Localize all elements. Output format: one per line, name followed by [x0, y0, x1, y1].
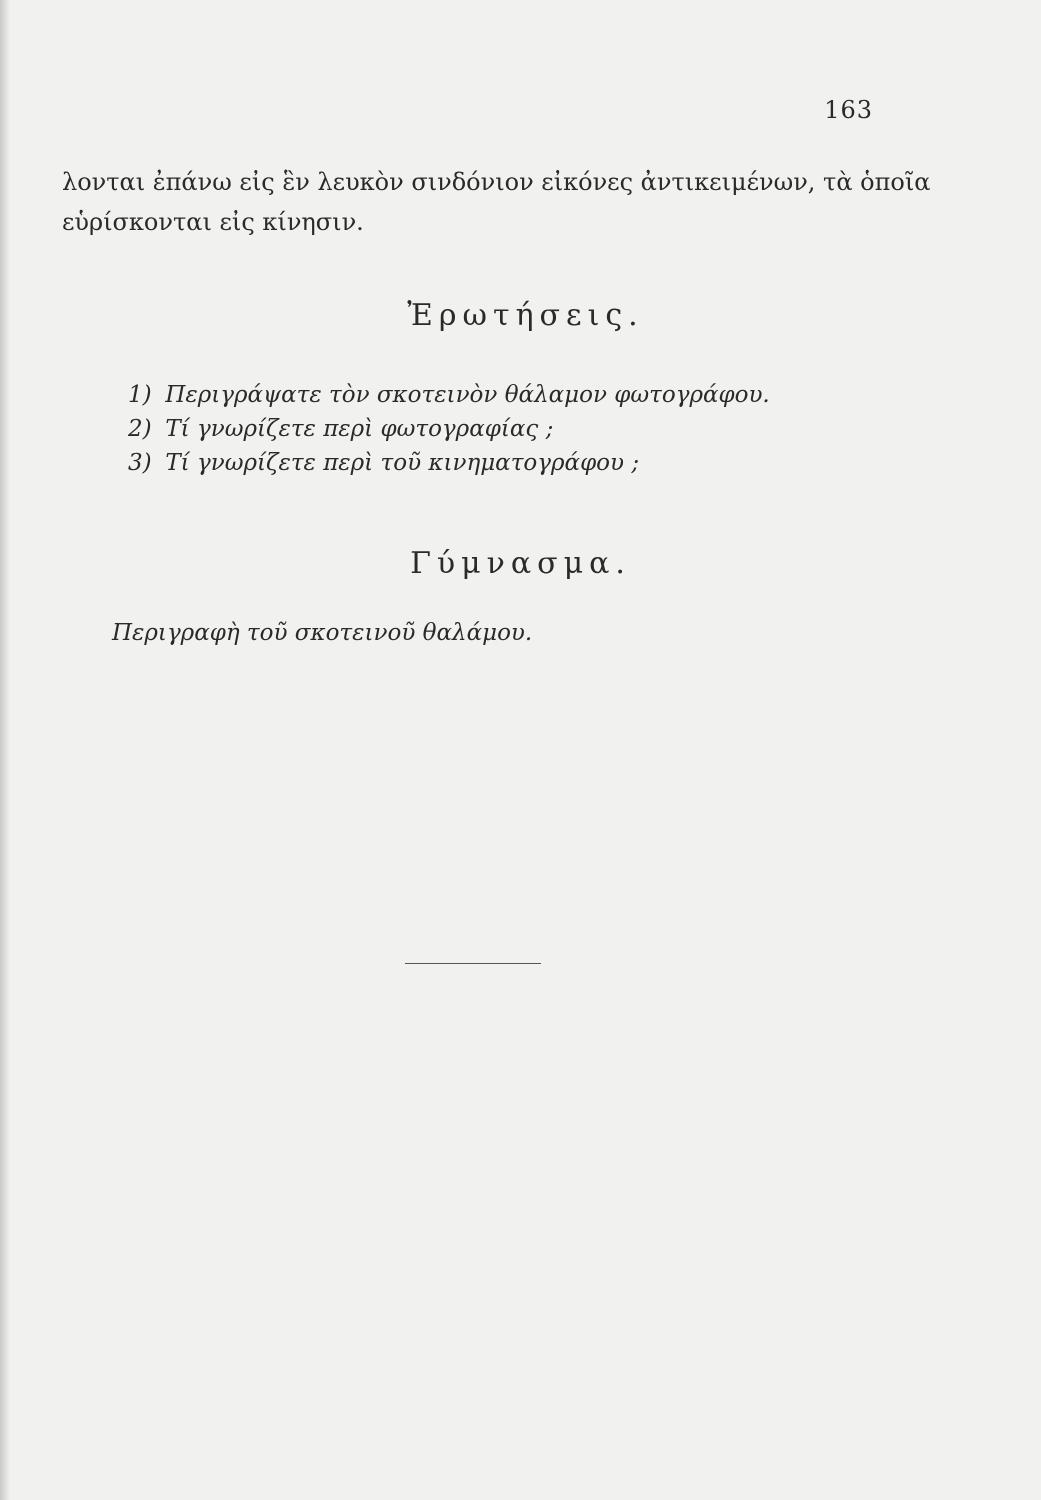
- question-item: [128, 412, 770, 446]
- section-divider: [405, 963, 541, 964]
- question-number: 3): [128, 450, 152, 476]
- exercise-heading: Γύμνασμα.: [410, 546, 631, 581]
- paragraph-line: λονται ἐπάνω εἰς ἓν λευκὸν σινδόνιον εἰκόνες ἀντικειμένων, τὰ ὁποῖα: [62, 168, 931, 196]
- question-text: Περιγράψατε τὸν σκοτεινὸν θάλαμον φωτογράφου.: [165, 382, 770, 408]
- continuation-paragraph: [62, 162, 931, 242]
- question-item: [128, 378, 770, 412]
- question-item: [128, 446, 770, 480]
- paragraph-line: εὑρίσκονται εἰς κίνησιν.: [62, 208, 364, 236]
- page-number: 163: [824, 96, 873, 124]
- question-number: 1): [128, 382, 152, 408]
- exercise-text: Περιγραφὴ τοῦ σκοτεινοῦ θαλάμου.: [112, 620, 533, 646]
- question-text: Τί γνωρίζετε περὶ τοῦ κινηματογράφου ;: [165, 450, 640, 476]
- question-text: Τί γνωρίζετε περὶ φωτογραφίας ;: [165, 416, 554, 442]
- questions-list: [128, 378, 770, 480]
- page-edge-shadow: [0, 0, 10, 1500]
- questions-heading: Ἐρωτήσεις.: [407, 298, 644, 333]
- question-number: 2): [128, 416, 152, 442]
